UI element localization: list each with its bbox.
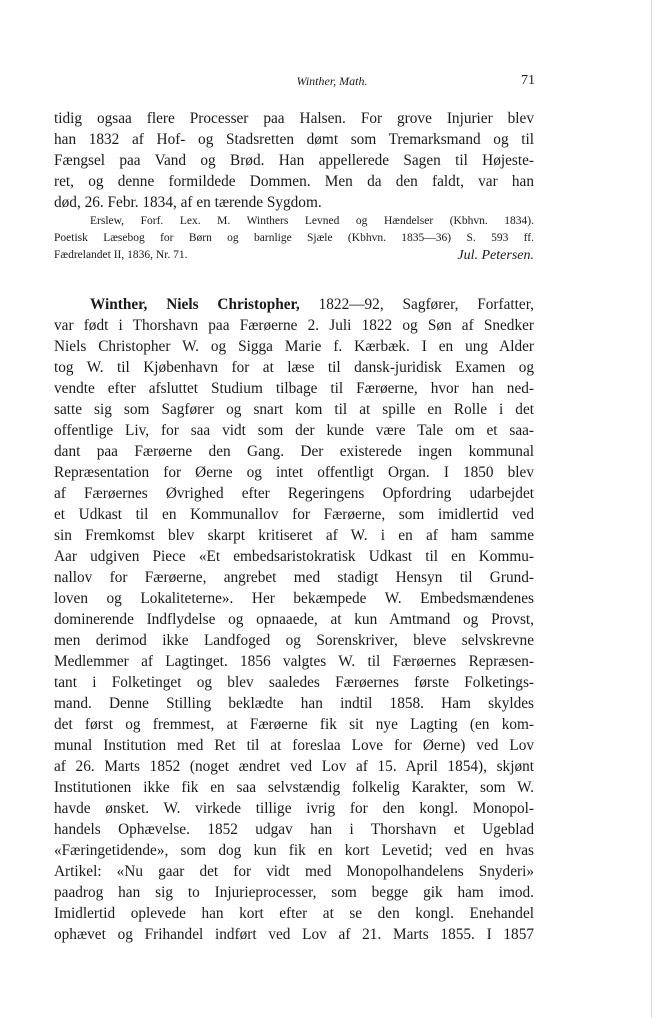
article-body xyxy=(54,294,534,945)
text-line: ret, og denne formildede Dommen. Men da den faldt, var han xyxy=(54,173,534,190)
text-line: Repræsentation for Øerne og intet offentligt Organ. I 1850 blev xyxy=(54,464,534,481)
text-line: tant i Folketinget og blev saaledes Færøernes første Folketings- xyxy=(54,674,534,691)
text-line: Aar udgiven Piece «Et embedsaristokratisk Udkast til en Kommu- xyxy=(54,548,534,565)
text-line: var født i Thorshavn paa Færøerne 2. Juli 1822 og Søn af Snedker xyxy=(54,317,534,334)
text-line: tog W. til Kjøbenhavn for at læse til dansk-juridisk Examen og xyxy=(54,359,534,376)
article-first-line xyxy=(54,294,534,315)
text-line: Institutionen ikke fik en saa selvstændig folkelig Karakter, som W. xyxy=(54,779,534,796)
previous-article-sources xyxy=(54,213,534,264)
text-line: Medlemmer af Lagtinget. 1856 valgtes W. til Færøernes Repræsen- xyxy=(54,653,534,670)
text-line: mand. Denne Stilling beklædte han indtil 1858. Ham skyldes xyxy=(54,695,534,712)
page-number: 71 xyxy=(521,73,535,88)
text-line: loven og Lokaliteterne». Her bekæmpede W. Embedsmændenes xyxy=(54,590,534,607)
text-line: offentlige Liv, for saa vidt som der kunde være Tale om et saa- xyxy=(54,422,534,439)
text-line: død, 26. Febr. 1834, af en tærende Sygdom. xyxy=(54,194,322,211)
source-line: Erslew, Forf. Lex. M. Winthers Levned og Hændelser (Kbhvn. 1834). xyxy=(90,215,534,227)
text-line: Niels Christopher W. og Sigga Marie f. Kærbæk. I en ung Alder xyxy=(54,338,534,355)
source-text: Fædrelandet II, 1836, Nr. 71. xyxy=(54,249,188,261)
text-line: vendte efter afsluttet Studium tilbage til Færøerne, hvor han ned- xyxy=(54,380,534,397)
text-line: havde ønsket. W. virkede tillige ivrig for den kongl. Monopol- xyxy=(54,800,534,817)
text-line: sin Fremkomst blev skarpt kritiseret af W. i en af ham samme xyxy=(54,527,534,544)
text-line: tidig ogsaa flere Processer paa Halsen. For grove Injurier blev xyxy=(54,110,534,127)
text-line: dant paa Færøerne den Gang. Der existerede ingen kommunal xyxy=(54,443,534,460)
text-line: et Udkast til en Kommunallov for Færøerne, som imidlertid ved xyxy=(54,506,534,523)
text-line: Fængsel paa Vand og Brød. Han appellerede Sagen til Højeste- xyxy=(54,152,534,169)
text-line: Artikel: «Nu gaar det for vidt med Monopolhandelens Snyderi» xyxy=(54,863,534,880)
text-line: satte sig som Sagfører og snart kom til at spille en Rolle i det xyxy=(54,401,534,418)
source-line: Poetisk Læsebog for Børn og barnlige Sjæle (Kbhvn. 1835—36) S. 593 ff. xyxy=(54,232,534,244)
text-line: nallov for Færøerne, angrebet med stadigt Hensyn til Grund- xyxy=(54,569,534,586)
text-line: «Færingetidende», som dog kun fik en kort Levetid; ved en hvas xyxy=(54,842,534,859)
text-line: af Færøernes Øvrighed efter Regeringens Opfordring udarbejdet xyxy=(54,485,534,502)
article-first-line-text: 1822—92, Sagfører, Forfatter, xyxy=(318,296,535,313)
text-line: men derimod ikke Landfoged og Sorenskriver, bleve selvskrevne xyxy=(54,632,534,649)
previous-article-text xyxy=(54,108,534,213)
text-line: munal Institution med Ret til at foreslaa Love for Øerne) ved Lov xyxy=(54,737,534,754)
text-line: af 26. Marts 1852 (noget ændret ved Lov af 15. April 1854), skjønt xyxy=(54,758,534,775)
text-line: han 1832 af Hof- og Stadsretten dømt som Tremarksmand og til xyxy=(54,131,534,148)
source-line xyxy=(54,247,534,264)
text-line: dominerende Indflydelse og opnaaede, at kun Amtmand og Provst, xyxy=(54,611,534,628)
article-headword: Winther, Niels Christopher, xyxy=(90,296,300,313)
text-line: Imidlertid oplevede han kort efter at se den kongl. Enehandel xyxy=(54,905,534,922)
author-signature: Jul. Petersen. xyxy=(457,248,534,263)
text-line: handels Ophævelse. 1852 udgav han i Thorshavn et Ugeblad xyxy=(54,821,534,838)
text-line: ophævet og Frihandel indført ved Lov af 21. Marts 1855. I 1857 xyxy=(54,926,534,943)
text-line: paadrog han sig to Injurieprocesser, som begge gik ham imod. xyxy=(54,884,534,901)
text-line: det først og fremmest, at Færøerne fik sit nye Lagting (en kom- xyxy=(54,716,534,733)
page-edge-line xyxy=(651,0,652,1018)
running-title: Winther, Math. xyxy=(296,74,368,88)
